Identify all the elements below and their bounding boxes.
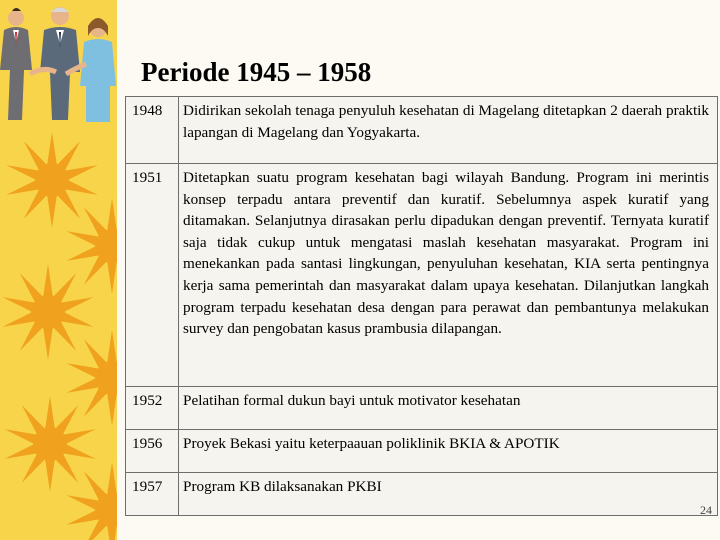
- sun-icon: [1, 264, 95, 360]
- table-row: [126, 430, 718, 473]
- year-cell: 1957: [126, 473, 179, 516]
- sun-icon: [5, 132, 99, 228]
- description-cell: Proyek Bekasi yaitu keterpaauan poliklinik BKIA & APOTIK: [179, 430, 718, 473]
- table-row: [126, 97, 718, 164]
- table-row: [126, 164, 718, 387]
- description-cell: Pelatihan formal dukun bayi untuk motivator kesehatan: [179, 387, 718, 430]
- table-row: [126, 387, 718, 430]
- year-cell: 1952: [126, 387, 179, 430]
- timeline-table: [125, 96, 718, 516]
- page-number: 24: [700, 503, 712, 517]
- year-cell: 1948: [126, 97, 179, 164]
- sun-icon: [3, 396, 97, 492]
- business-people-handshake-icon: [0, 0, 122, 128]
- description-cell: Ditetapkan suatu program kesehatan bagi wilayah Bandung. Program ini merintis konsep terpadu antara preventif dan kuratif. Sebelumnya aspek kuratif yang ditamakan. Selanjutnya dirasakan perlu dipadukan dengan preventif. Ternyata kuratif saja tidak cukup untuk mengatasi maslah kesehatan masyarakat. Program ini menekankan pada santasi lingkungan, penyuluhan kesehatan, KIA serta pentingnya kerja sama pemerintah dan masyarakat dalam upaya kesehatan. Dilanjutkan langkah program terpadu kesehatan desa dengan para perawat dan pembantunya melakukan survey dan pengobatan kasus prambusia dilapangan.: [179, 164, 718, 387]
- year-cell: 1956: [126, 430, 179, 473]
- description-cell: Program KB dilaksanakan PKBI: [179, 473, 718, 516]
- year-cell: 1951: [126, 164, 179, 387]
- table-row: [126, 473, 718, 516]
- description-cell: Didirikan sekolah tenaga penyuluh kesehatan di Magelang ditetapkan 2 daerah praktik lapangan di Magelang dan Yogyakarta.: [179, 97, 718, 164]
- page-title: Periode 1945 – 1958: [141, 57, 372, 87]
